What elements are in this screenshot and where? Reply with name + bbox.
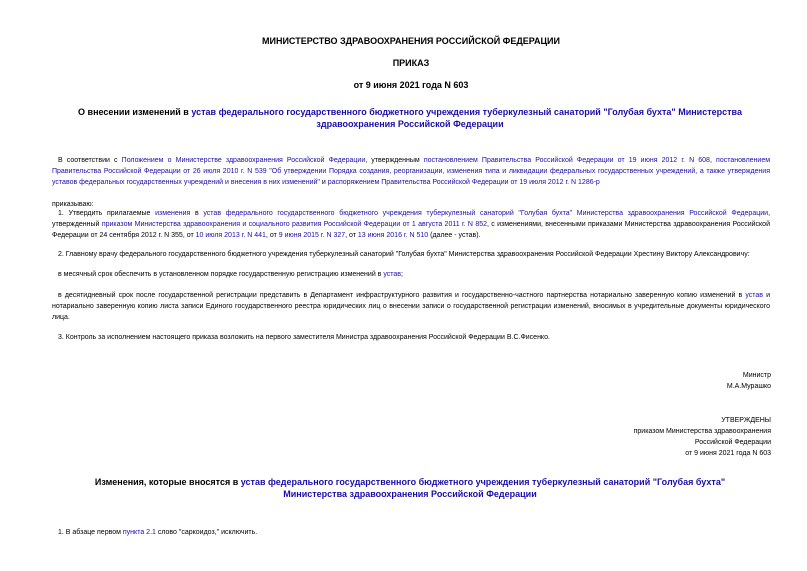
link-order-510[interactable]: 13 июня 2016 г. N 510 — [357, 232, 429, 239]
approved-date: от 9 июня 2021 года N 603 — [685, 450, 771, 457]
changes-title — [70, 476, 750, 500]
link-charter-2a[interactable]: устав — [383, 271, 402, 278]
item2a-text-1: в месячный срок обеспечить в установленном порядке государственную регистрацию изменений в — [58, 271, 384, 278]
item-1 — [52, 208, 770, 241]
order-title-link[interactable]: устав федерального государственного бюджетного учреждения туберкулезный санаторий "Голубая бухта" Министерства здравоохранения Российской Федерации — [191, 107, 742, 129]
item1-text-2: в — [190, 210, 204, 217]
signature-name: М.А.Мурашко — [726, 383, 771, 390]
change-1 — [52, 527, 770, 538]
link-resolution-608[interactable]: постановлением Правительства Российской Федерации от 19 июня 2012 г. N 608 — [423, 157, 710, 164]
item1-text-4: , с изменениями, внесенными приказами Министерства здравоохранения Российской Федерации от 24 сентября 2012 г. N 355, от — [52, 221, 770, 239]
link-charter[interactable]: устав федерального государственного бюджетного учреждения туберкулезный санаторий "Голубая бухта" Министерства здравоохранения Российской Федерации — [203, 210, 769, 217]
item-2: 2. Главному врачу федерального государственного бюджетного учреждения туберкулезный санаторий "Голубая бухта" Министерства здравоохранения Российской Федерации Хрестину Виктору Александровичу: — [58, 251, 750, 258]
approved-label: УТВЕРЖДЕНЫ — [721, 417, 771, 424]
changes-title-prefix: Изменения, которые вносятся в — [94, 477, 241, 487]
item2a-text-2: ; — [401, 271, 403, 278]
link-ministry-regulation[interactable]: Положением о Министерстве здравоохранения Российской Федерации — [121, 157, 366, 164]
ministry-heading: МИНИСТЕРСТВО ЗДРАВООХРАНЕНИЯ РОССИЙСКОЙ ФЕДЕРАЦИИ — [262, 36, 560, 46]
changes-title-link[interactable]: устав федерального государственного бюджетного учреждения туберкулезный санаторий "Голубая бухта" Министерства здравоохранения Российской Федерации — [240, 477, 726, 499]
item1-text-1: 1. Утвердить прилагаемые — [58, 210, 156, 217]
change1-text-1: 1. В абзаце первом — [58, 529, 123, 536]
doc-type-heading: ПРИКАЗ — [392, 58, 430, 68]
link-order-1286[interactable]: распоряжением Правительства Российской Федерации от 19 июля 2012 г. N 1286-р — [327, 179, 600, 186]
item1-text-5: , от — [265, 232, 279, 239]
change1-text-2: слово "саркоидоз," исключить. — [155, 529, 258, 536]
signature-block — [727, 370, 771, 392]
link-charter-2b[interactable]: устав — [745, 292, 763, 299]
item1-text-6: , от — [345, 232, 358, 239]
order-word: приказываю: — [52, 201, 94, 208]
preamble-text-1: В соответствии с — [58, 157, 122, 164]
preamble-text-4: и — [319, 179, 328, 186]
preamble-text-2: , утвержденным — [365, 157, 424, 164]
link-clause-2-1[interactable]: пункта 2.1 — [122, 529, 156, 536]
approval-block — [634, 415, 771, 459]
order-date: от 9 июня 2021 года N 603 — [353, 80, 469, 90]
preamble — [52, 155, 770, 188]
approved-country: Российской Федерации — [694, 439, 771, 446]
item1-text-7: (далее - устав). — [428, 232, 481, 239]
link-resolution-539[interactable]: постановлением Правительства Российской Федерации от 26 июля 2010 г. N 539 "Об утверждении Порядка создания, реорганизации, изменения типа и ликвидации федеральных государственных учреждений, а также утверждения уставов федеральных государственных учреждений и внесения в них изменений" — [52, 157, 771, 186]
item-2b — [52, 290, 770, 323]
item-3: 3. Контроль за исполнением настоящего приказа возложить на первого заместителя Министра здравоохранения Российской Федерации В.С.Фисенко. — [58, 334, 550, 341]
link-order-441[interactable]: 10 июля 2013 г. N 441 — [195, 232, 266, 239]
order-title — [70, 106, 750, 130]
link-order-327[interactable]: 9 июня 2015 г. N 327 — [278, 232, 346, 239]
signature-position: Министр — [742, 372, 771, 379]
order-title-prefix: О внесении изменений в — [78, 107, 192, 117]
item2b-text-1: в десятидневный срок после государственной регистрации представить в Департамент инфраструктурного развития и государственно-частного партнерства нотариально заверенную копию изменений в — [58, 292, 746, 299]
item2b-text-2: и нотариально заверенную копию листа записи Единого государственного реестра юридических лиц о внесении записи о государственной регистрации изменений, вносимых в учредительные документы юридического лица. — [52, 292, 771, 321]
link-order-852[interactable]: приказом Министерства здравоохранения и социального развития Российской Федерации от 1 августа 2011 г. N 852 — [101, 221, 487, 228]
approved-by: приказом Министерства здравоохранения — [633, 428, 771, 435]
item1-text-3: , утвержденный — [52, 210, 771, 228]
preamble-text-3: , — [709, 157, 717, 164]
item-2a — [52, 269, 770, 280]
link-changes[interactable]: изменения — [155, 210, 191, 217]
